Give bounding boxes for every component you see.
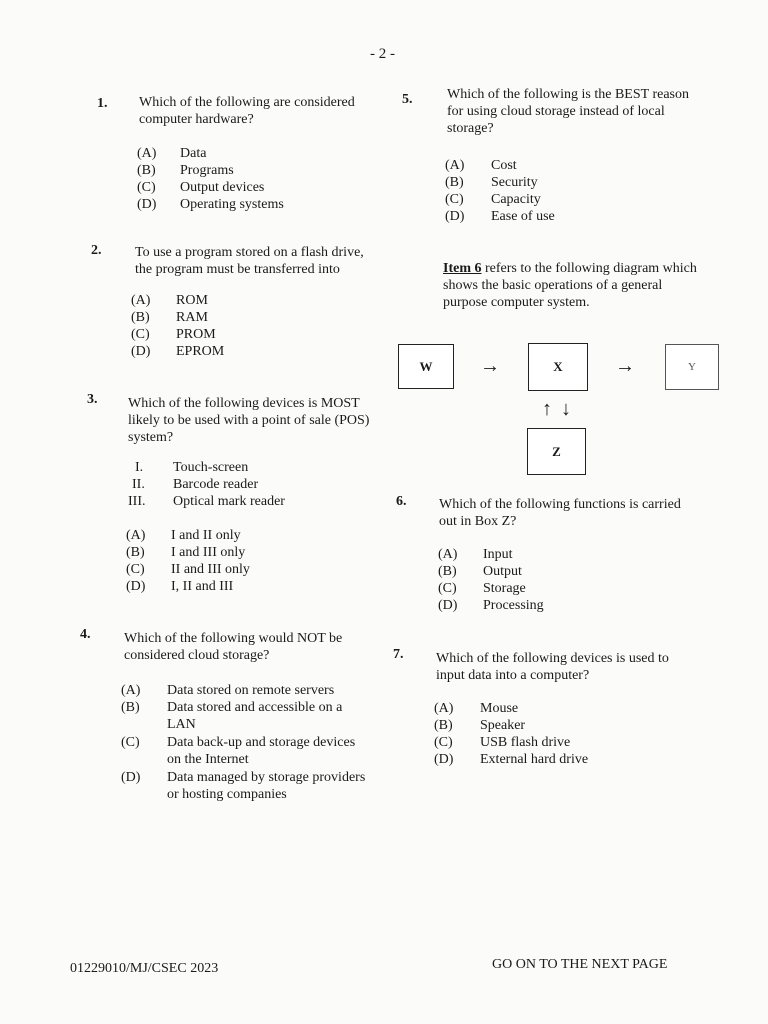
option-d: (D) I, II and III	[126, 579, 234, 594]
option-d: (D) Ease of use	[445, 209, 555, 224]
item-6-intro	[443, 260, 698, 311]
arrow-x-to-z: ↓	[561, 398, 571, 420]
option-c: (C) Data back-up and storage devices on the Internet	[121, 735, 356, 767]
roman-item-i: I. Touch-screen	[135, 460, 249, 475]
next-page-note: GO ON TO THE NEXT PAGE	[492, 957, 668, 972]
option-c: (C) II and III only	[126, 562, 250, 577]
option-d: (D) External hard drive	[434, 752, 589, 767]
question-3-number: 3.	[87, 392, 98, 407]
diagram-box-w: W	[398, 344, 454, 389]
question-4-text: Which of the following would NOT be considered cloud storage?	[124, 631, 343, 663]
option-d: (D) Data managed by storage providers or hosting companies	[121, 770, 366, 802]
option-b: (B) RAM	[131, 310, 208, 325]
question-6-options	[438, 546, 678, 614]
question-7-options	[434, 700, 674, 768]
page-number: - 2 -	[370, 46, 395, 62]
question-2-options	[131, 292, 371, 360]
diagram-box-y: Y	[665, 344, 719, 390]
option-a: (A) ROM	[131, 293, 208, 308]
option-d: (D) Operating systems	[137, 197, 284, 212]
option-c: (C) Output devices	[137, 180, 265, 195]
question-1-text: Which of the following are considered computer hardware?	[139, 95, 355, 127]
option-c: (C) USB flash drive	[434, 735, 571, 750]
option-b: (B) Data stored and accessible on a LAN	[121, 700, 343, 732]
paper-code: 01229010/MJ/CSEC 2023	[70, 961, 219, 976]
option-a: (A) Data stored on remote servers	[121, 683, 335, 698]
option-c: (C) Capacity	[445, 192, 541, 207]
option-a: (A) Mouse	[434, 701, 519, 716]
arrow-w-to-x: →	[480, 355, 500, 377]
arrow-z-to-x: ↑	[542, 398, 552, 420]
roman-item-iii: III. Optical mark reader	[128, 494, 285, 509]
option-b: (B) Security	[445, 175, 538, 190]
question-7-number: 7.	[393, 647, 404, 662]
question-2-number: 2.	[91, 243, 102, 258]
question-3-roman-list	[130, 459, 370, 510]
option-a: (A) I and II only	[126, 528, 241, 543]
question-3-options	[126, 527, 366, 595]
option-d: (D) EPROM	[131, 344, 225, 359]
option-a: (A) Input	[438, 547, 513, 562]
question-1-number: 1.	[97, 96, 108, 111]
option-b: (B) Output	[438, 564, 522, 579]
option-b: (B) Speaker	[434, 718, 526, 733]
question-5-options	[445, 157, 685, 225]
option-b: (B) I and III only	[126, 545, 246, 560]
question-4-options	[121, 682, 371, 804]
question-6-number: 6.	[396, 494, 407, 509]
option-b: (B) Programs	[137, 163, 234, 178]
diagram-box-z: Z	[527, 428, 586, 475]
question-7-text: Which of the following devices is used to input data into a computer?	[436, 651, 669, 683]
question-2-text: To use a program stored on a flash drive, the program must be transferred into	[135, 245, 364, 277]
question-3-text: Which of the following devices is MOST likely to be used with a point of sale (POS) system?	[128, 396, 370, 445]
item-6-label: Item 6	[443, 261, 482, 276]
option-a: (A) Data	[137, 146, 207, 161]
option-d: (D) Processing	[438, 598, 544, 613]
question-4-number: 4.	[80, 627, 91, 642]
question-1-options	[137, 145, 377, 213]
option-c: (C) Storage	[438, 581, 526, 596]
option-a: (A) Cost	[445, 158, 517, 173]
item-6-intro-text: refers to the following diagram which shows the basic operations of a general purpose computer system.	[443, 261, 697, 310]
question-5-text: Which of the following is the BEST reason for using cloud storage instead of local storage?	[447, 87, 689, 136]
question-5-number: 5.	[402, 92, 413, 107]
option-c: (C) PROM	[131, 327, 216, 342]
diagram-box-x: X	[528, 343, 588, 391]
arrow-x-to-y: →	[615, 355, 635, 377]
question-6-text: Which of the following functions is carried out in Box Z?	[439, 497, 681, 529]
roman-item-ii: II. Barcode reader	[132, 477, 259, 492]
